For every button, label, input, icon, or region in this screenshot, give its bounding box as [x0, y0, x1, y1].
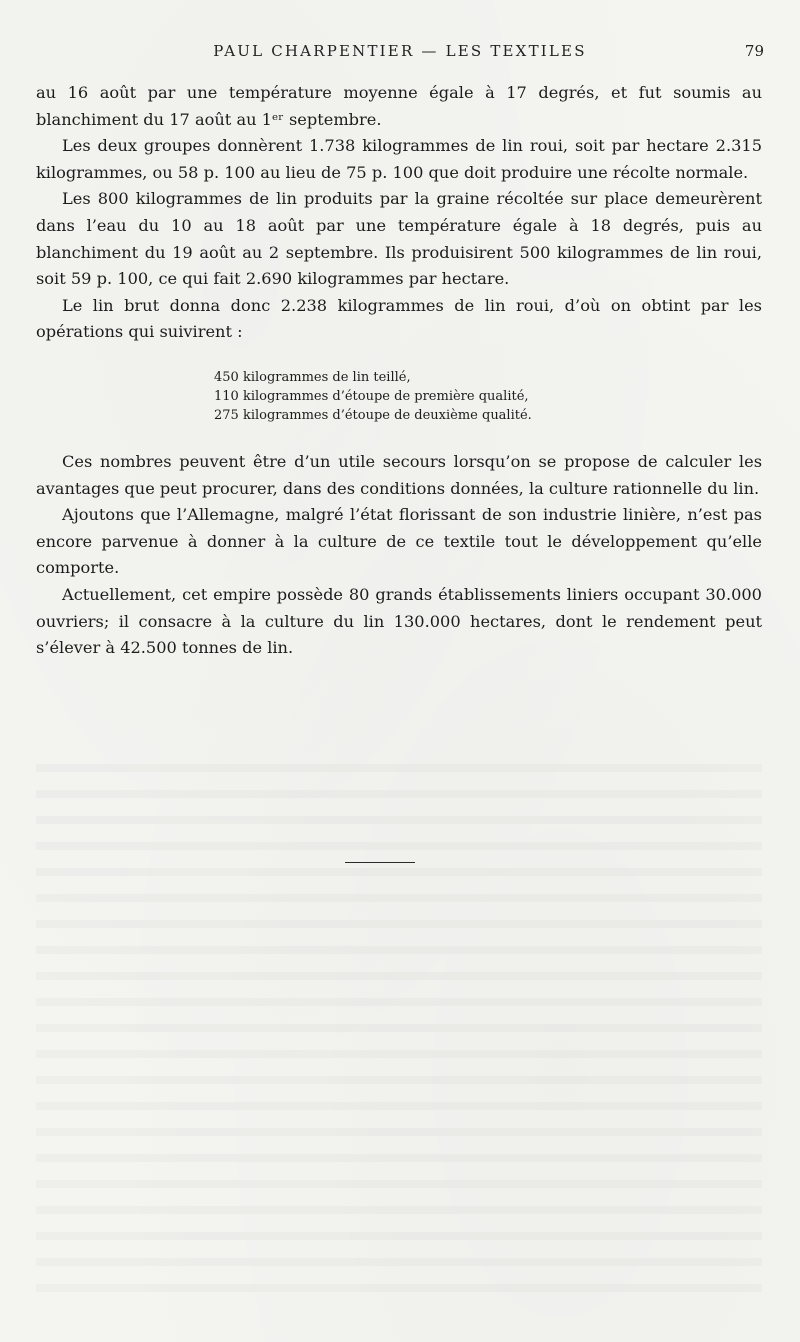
running-head	[0, 42, 800, 66]
body-text	[36, 80, 762, 662]
paragraph: Ces nombres peuvent être d’un utile secours lorsqu’on se propose de calculer les avantages que peut procurer, dans des conditions données, la culture rationnelle du lin.	[36, 451, 762, 498]
section-end-rule	[345, 862, 415, 863]
list-item: 450 kilogrammes de lin teillé,	[214, 369, 411, 385]
page-number: 79	[744, 42, 764, 60]
show-through-texture	[36, 750, 762, 1310]
paragraph-continuation: au 16 août par une température moyenne égale à 17 degrés, et fut soumis au blanchiment du 17 août au 1ᵉʳ septembre.	[36, 83, 762, 129]
paragraph: Ajoutons que l’Allemagne, malgré l’état florissant de son industrie linière, n’est pas encore parvenue à donner à la culture de ce textile tout le développement qu’elle comporte.	[36, 505, 762, 578]
list-item: 275 kilogrammes d’étoupe de deuxième qualité.	[214, 407, 532, 423]
paragraph: Le lin brut donna donc 2.238 kilogrammes de lin roui, d’où on obtint par les opérations qui suivirent :	[36, 295, 762, 342]
running-title: PAUL CHARPENTIER — LES TEXTILES	[213, 42, 587, 60]
paragraph: Actuellement, cet empire possède 80 grands établissements liniers occupant 30.000 ouvriers; il consacre à la culture du lin 130.000 hectares, dont le rendement peut s’élever à 42.500 tonnes de lin.	[36, 584, 762, 658]
list-item: 110 kilogrammes d’étoupe de première qualité,	[214, 388, 529, 404]
paragraph: Les deux groupes donnèrent 1.738 kilogrammes de lin roui, soit par hectare 2.315 kilogrammes, ou 58 p. 100 au lieu de 75 p. 100 que doit produire une récolte normale.	[36, 136, 762, 182]
yield-list	[214, 368, 762, 425]
paragraph: Les 800 kilogrammes de lin produits par la graine récoltée sur place demeurèrent dans l’eau du 10 au 18 août par une température égale à 18 degrés, puis au blanchiment du 19 août au 2 septembre. Ils produisirent 500 kilogrammes de lin roui, soit 59 p. 100, ce qui fait 2.690 kilogrammes par hectare.	[36, 189, 762, 289]
